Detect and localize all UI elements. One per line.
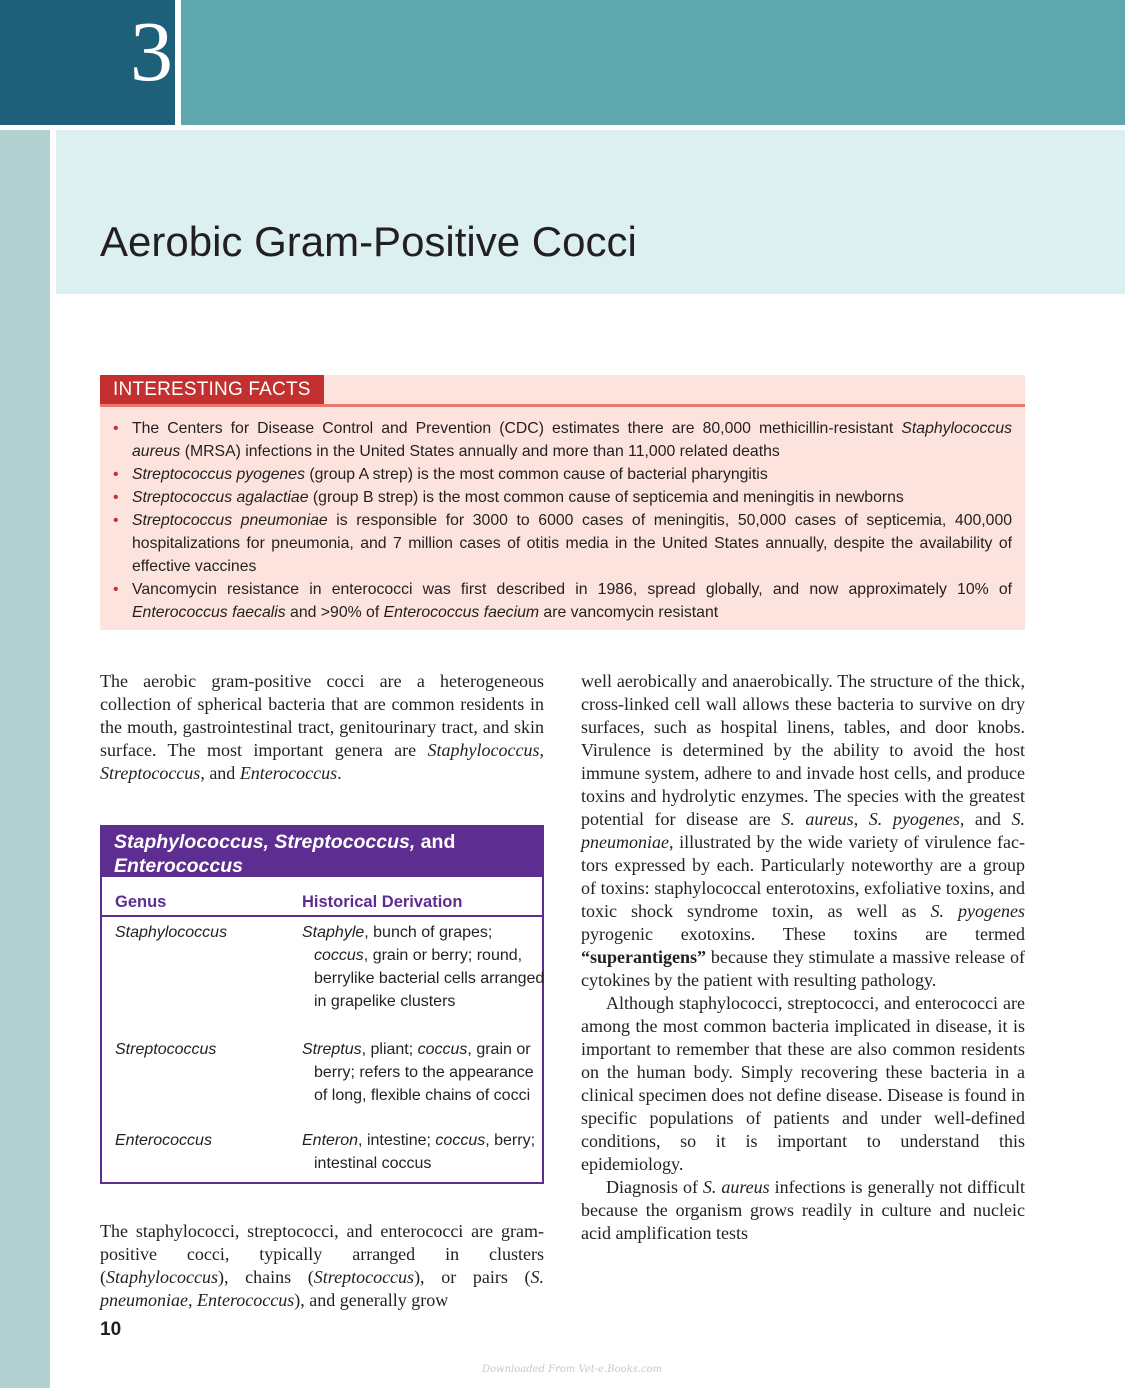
text-run: , pliant; (361, 1041, 418, 1058)
chapter-header-band (181, 0, 1125, 125)
italic-term: Enterococcus (239, 763, 338, 783)
text-run: , grain or berry; round, berrylike bacterial cells arranged in grapelike clusters (314, 947, 545, 1010)
body-paragraph (581, 1176, 1025, 1245)
text-run: and (415, 831, 456, 853)
text-run: (MRSA) infections in the United States annually and more than 11,000 related deaths (180, 443, 780, 460)
text-run: . (337, 763, 342, 783)
right-column (581, 670, 1025, 1245)
chapter-number-block (0, 0, 175, 125)
genus-name: Staphylococcus (115, 924, 228, 941)
watermark: Downloaded From Vet-e.Books.com (482, 1364, 663, 1375)
italic-term: Streptococcus pyogenes (132, 466, 305, 483)
fact-item (112, 486, 1012, 509)
text-run: Although staphylococci, streptococci, and enterococci are among the most common bacteria implicated in disease, it is important to remember that these are also common residents on the human body. Simply recovering these bacteria in a clinical specimen does not define disease. Disease is found in specific populations of patients and under well-defined conditions, so it is important to understand this epidemiology. (581, 993, 1025, 1174)
text-run: , intestine; (358, 1132, 436, 1149)
text-run: The Centers for Disease Control and Prevention (CDC) estimates there are 80,000 methicillin-resistant (132, 420, 902, 437)
table-header-row (102, 881, 542, 917)
italic-term: S. pyogenes (930, 901, 1025, 921)
italic-term: S. aureus (702, 1177, 770, 1197)
text-run: ), chains ( (217, 1267, 314, 1287)
italic-term: Staphylococcus (427, 740, 540, 760)
text-run: ), or pairs ( (414, 1267, 531, 1287)
chapter-number: 3 (130, 3, 173, 99)
chapter-title: Aerobic Gram-Positive Cocci (100, 218, 637, 265)
italic-term: coccus (435, 1132, 486, 1149)
facts-list (112, 417, 1012, 624)
text-run: (group A strep) is the most common cause of bacterial pharyngitis (305, 466, 768, 483)
text-run: , (539, 740, 544, 760)
table-title (114, 830, 530, 878)
italic-term: Staphylococcus aureus (132, 420, 1012, 460)
fact-item (112, 417, 1012, 463)
italic-term: Staphyle (302, 924, 365, 941)
genus-derivation (302, 1038, 546, 1107)
text-run: (group B strep) is the most common cause of septicemia and meningitis in newborns (308, 489, 904, 506)
italic-term: Enterococcus faecium (383, 604, 540, 621)
title-band (56, 130, 1125, 294)
italic-term: coccus (417, 1041, 468, 1058)
italic-term: Streptus (302, 1041, 362, 1058)
text-run: are vancomycin resistant (539, 604, 719, 621)
text-run: well aerobically and anaerobically. The structure of the thick, cross-linked cell wall allows these bacteria to survive on dry surfaces, such as hospital linens, tables, and door knobs. Virulence is determined by the ability to avoid the host immune system, adhere to and invade host cells, and produce toxins and hydrolytic enzymes. The species with the greatest potential for disease are (581, 671, 1025, 829)
interesting-facts-box (100, 375, 1025, 630)
bold-term: “superantigens” (581, 947, 707, 967)
side-strip (0, 130, 50, 1388)
italic-term: Streptococcus pneumoniae (132, 512, 328, 529)
fact-item (112, 463, 1012, 486)
italic-term: Enterococcus (114, 855, 243, 877)
body-paragraph (100, 1220, 544, 1312)
italic-term: S. pneumoniae (581, 809, 1025, 852)
text-run: , bunch of grapes; (364, 924, 493, 941)
text-run: , and (959, 809, 1012, 829)
derivation-column-header: Historical Derivation (302, 893, 463, 911)
text-run: Vancomycin resistance in enterococci was first described in 1986, spread globally, and now approximately 10% of (132, 581, 1012, 598)
text-run: Diagnosis of (606, 1177, 703, 1197)
text-run: , and (200, 763, 240, 783)
text-run: ), and generally grow (294, 1290, 449, 1310)
text-run: infections is generally not difficult because the organism grows readily in culture and nucleic acid amplification tests (581, 1177, 1025, 1243)
italic-term: coccus (314, 947, 364, 964)
text-run: pyrogenic exotoxins. These toxins are termed (581, 924, 1025, 944)
text-run: , grain or berry; refers to the appearance of long, flexible chains of cocci (314, 1041, 534, 1104)
italic-term: Enteron (302, 1132, 359, 1149)
fact-item (112, 578, 1012, 624)
italic-term: Staphylococcus (106, 1267, 218, 1287)
facts-divider (100, 404, 1025, 407)
genus-table (100, 825, 544, 1184)
italic-term: Streptococcus agalactiae (132, 489, 309, 506)
page-number: 10 (100, 1319, 122, 1340)
text-run: , (853, 809, 869, 829)
table-title-bar (102, 827, 542, 877)
genus-name: Enterococcus (115, 1132, 212, 1149)
text-run: The aerobic gram-positive cocci are a heterogeneous collection of spherical bacteria that are common residents in the mouth, gastrointestinal tract, genitourinary tract, and skin surface. The most important genera are (100, 671, 544, 760)
body-paragraph (581, 670, 1025, 992)
italic-term: Streptococcus (100, 763, 201, 783)
italic-term: Enterococcus faecalis (132, 604, 286, 621)
text-run: because they stimulate a massive release of cytokines by the patient with resulting pathology. (581, 947, 1025, 990)
body-paragraph (581, 992, 1025, 1176)
facts-heading: INTERESTING FACTS (100, 375, 324, 404)
italic-term: Staphylococcus, Streptococcus, (114, 831, 416, 853)
text-run: is responsible for 3000 to 6000 cases of meningitis, 50,000 cases of septicemia, 400,000 hospitalizations for pneumonia, and 7 million cases of otitis media in the United States annually, despite the availability of effective vaccines (132, 512, 1013, 575)
genus-column-header: Genus (115, 893, 167, 911)
genus-derivation (302, 1129, 546, 1175)
text-run: and >90% of (285, 604, 384, 621)
text-run: , illustrated by the wide variety of virulence factors expressed by each. Particularly noteworthy are a group of toxins: staphylococcal enterotoxins, exfoliative toxins, and toxic shock syndrome toxin, as well as (581, 832, 1025, 921)
genus-name: Streptococcus (115, 1041, 217, 1058)
italic-term: S. pyogenes (868, 809, 960, 829)
fact-item (112, 509, 1012, 578)
intro-paragraph (100, 670, 544, 785)
italic-term: Streptococcus (313, 1267, 415, 1287)
text-run: , berry; intestinal coccus (314, 1132, 536, 1172)
italic-term: S. pneumoniae, Enterococcus (100, 1267, 544, 1310)
text-run: The staphylococci, streptococci, and enterococci are gram-positive cocci, typically arranged in clusters ( (100, 1221, 544, 1287)
italic-term: S. aureus (781, 809, 854, 829)
genus-derivation (302, 921, 546, 1013)
